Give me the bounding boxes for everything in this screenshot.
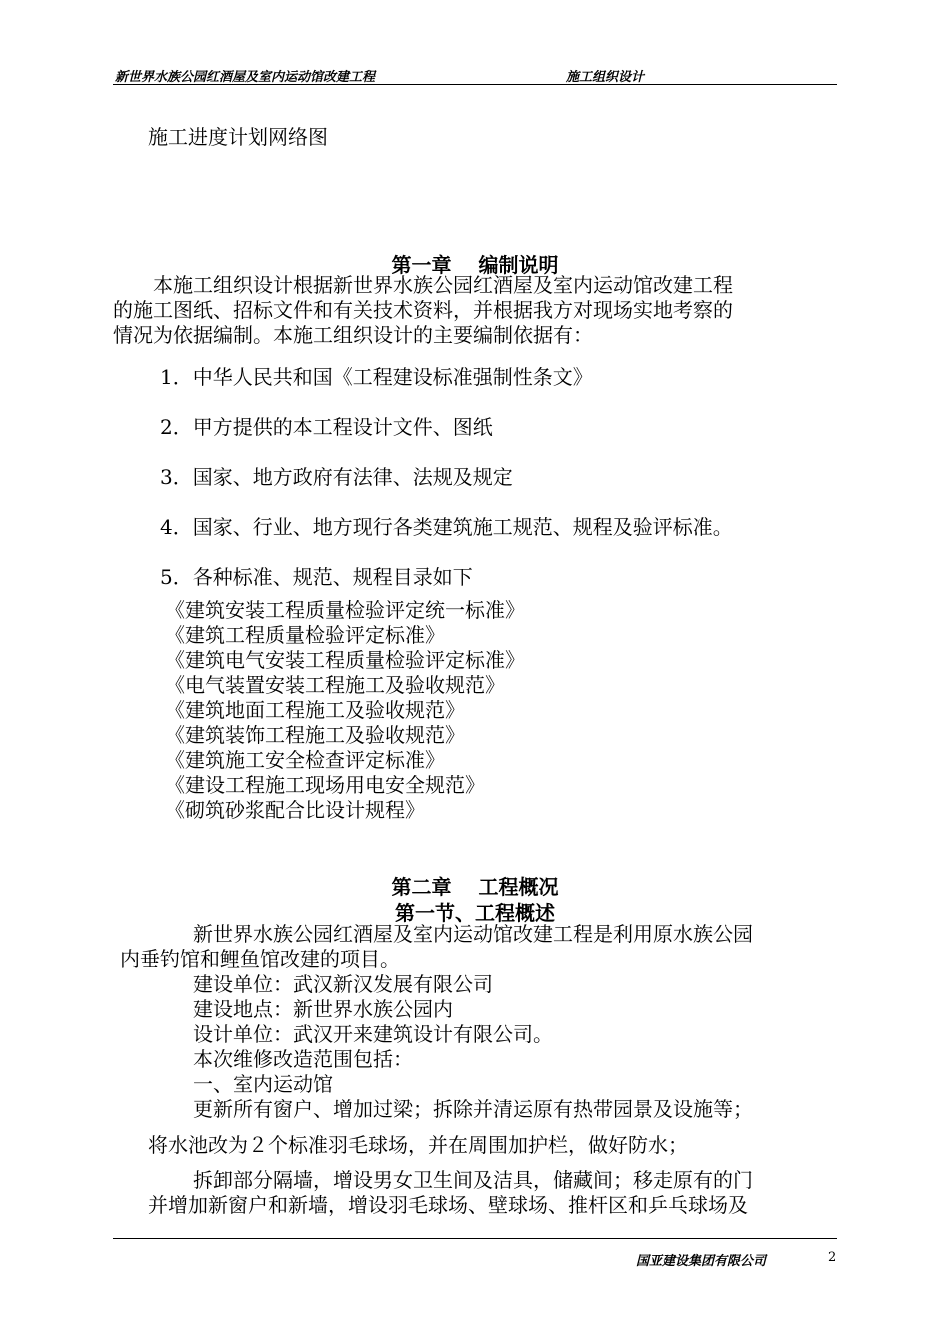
standard-item: 《建筑装饰工程施工及验收规范》 [165, 723, 465, 747]
standard-item: 《建设工程施工现场用电安全规范》 [165, 773, 485, 797]
client-line: 建设单位：武汉新汉发展有限公司 [193, 972, 493, 996]
overview-line-2: 内垂钓馆和鲤鱼馆改建的项目。 [120, 947, 400, 971]
basis-item-4: 4．国家、行业、地方现行各类建筑施工规范、规程及验评标准。 [160, 515, 733, 539]
standard-item: 《建筑工程质量检验评定标准》 [165, 623, 445, 647]
work-line-3b: 并增加新窗户和新墙，增设羽毛球场、壁球场、推杆区和乒乓球场及 [148, 1193, 748, 1217]
site-line: 建设地点：新世界水族公园内 [193, 997, 453, 1021]
page-number: 2 [828, 1250, 837, 1265]
basis-item-1: 1．中华人民共和国《工程建设标准强制性条文》 [160, 365, 593, 389]
standard-item: 《建筑安装工程质量检验评定统一标准》 [165, 598, 525, 622]
standard-item: 《砌筑砂浆配合比设计规程》 [165, 798, 425, 822]
designer-line: 设计单位：武汉开来建筑设计有限公司。 [193, 1022, 553, 1046]
work-line-2: 将水池改为２个标准羽毛球场，并在周围加护栏，做好防水； [148, 1133, 688, 1157]
work-line-3a: 拆卸部分隔墙，增设男女卫生间及洁具，储藏间；移走原有的门 [193, 1168, 753, 1192]
standard-item: 《建筑电气安装工程质量检验评定标准》 [165, 648, 525, 672]
intro-line-3: 情况为依据编制。本施工组织设计的主要编制依据有： [113, 323, 593, 347]
work-line-1: 更新所有窗户、增加过梁；拆除并清运原有热带园景及设施等； [193, 1097, 753, 1121]
header-project-title: 新世界水族公园红酒屋及室内运动馆改建工程 [115, 70, 376, 85]
footer-rule [113, 1238, 837, 1239]
intro-line-2: 的施工图纸、招标文件和有关技术资料，并根据我方对现场实地考察的 [113, 298, 733, 322]
basis-item-3: 3．国家、地方政府有法律、法规及规定 [160, 465, 513, 489]
footer-company: 国亚建设集团有限公司 [636, 1254, 767, 1269]
intro-line-1: 本施工组织设计根据新世界水族公园红酒屋及室内运动馆改建工程 [113, 273, 733, 297]
standard-item: 《建筑地面工程施工及验收规范》 [165, 698, 465, 722]
standard-item: 《建筑施工安全检查评定标准》 [165, 748, 445, 772]
overview-line-1: 新世界水族公园红酒屋及室内运动馆改建工程是利用原水族公园 [193, 922, 753, 946]
chapter2-title: 第二章 工程概况 [391, 875, 559, 899]
section1-title: 第一节、工程概述 [395, 901, 555, 925]
standard-item: 《电气装置安装工程施工及验收规范》 [165, 673, 505, 697]
scope-intro: 本次维修改造范围包括： [193, 1047, 413, 1071]
basis-item-2: 2．甲方提供的本工程设计文件、图纸 [160, 415, 493, 439]
standards-list [165, 598, 525, 823]
toc-item: 施工进度计划网络图 [148, 125, 328, 149]
chapter1-intro [113, 273, 733, 348]
chapter1-title: 第一章 编制说明 [391, 253, 559, 277]
header-doc-type: 施工组织设计 [566, 70, 645, 85]
basis-item-5: 5．各种标准、规范、规程目录如下 [160, 565, 473, 589]
header-rule [113, 84, 837, 85]
scope-item-1: 一、室内运动馆 [193, 1072, 333, 1096]
